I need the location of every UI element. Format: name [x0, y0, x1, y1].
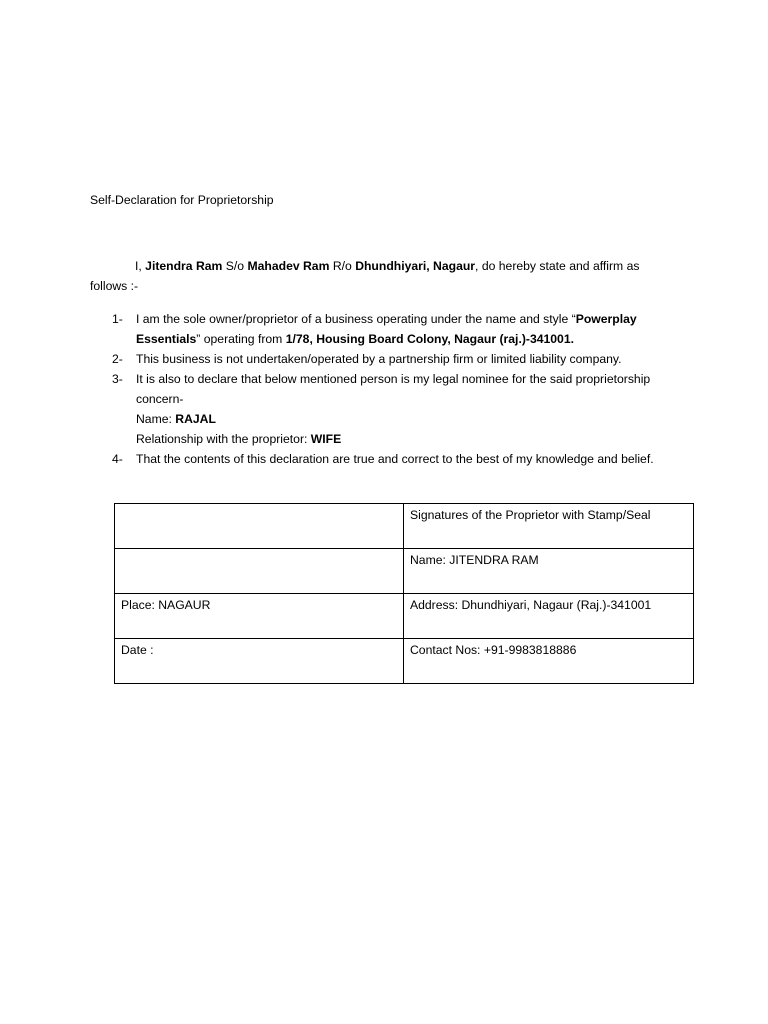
list-number: 2-	[112, 352, 123, 366]
table-cell	[115, 549, 404, 594]
item-1-text-a: I am the sole owner/proprietor of a business operating under the name and style “	[136, 312, 576, 326]
table-row	[115, 549, 694, 594]
relationship-value: WIFE	[310, 432, 342, 446]
intro-paragraph	[90, 256, 690, 296]
business-name: Powerplay Essentials	[136, 312, 637, 346]
father-name: Mahadev Ram	[247, 259, 330, 273]
list-item-1	[112, 309, 692, 349]
intro-text-3: R/o	[329, 259, 356, 273]
item-3-text: It is also to declare that below mentioned person is my legal nominee for the said proprietorship concern-	[136, 372, 651, 406]
place: Place: NAGAUR	[115, 594, 404, 639]
list-text: This business is not undertaken/operated by a partnership firm or limited liability company.	[136, 352, 622, 366]
list-text: That the contents of this declaration are true and correct to the best of my knowledge and belief.	[136, 452, 654, 466]
nominee-name: RAJAL	[175, 412, 216, 426]
intro-line-2: follows :-	[90, 279, 139, 293]
list-item-4	[112, 449, 692, 469]
list-number: 4-	[112, 452, 123, 466]
list-item-2	[112, 349, 692, 369]
declaration-list	[112, 309, 692, 469]
list-text	[136, 309, 692, 349]
intro-line-1	[90, 256, 690, 276]
table-row	[115, 639, 694, 684]
table-row	[115, 594, 694, 639]
contact-numbers: Contact Nos: +91-9983818886	[404, 639, 694, 684]
relationship-label: Relationship with the proprietor:	[136, 432, 311, 446]
business-address: 1/78, Housing Board Colony, Nagaur (raj.)-341001.	[285, 332, 575, 346]
list-number: 1-	[112, 312, 123, 326]
list-number: 3-	[112, 372, 123, 386]
intro-text-4: , do hereby state and affirm as	[475, 259, 640, 273]
declarant-name: Jitendra Ram	[145, 259, 223, 273]
intro-text-1: I,	[135, 259, 146, 273]
residence: Dhundhiyari, Nagaur	[355, 259, 476, 273]
nominee-name-label: Name:	[136, 412, 176, 426]
signature-table	[114, 503, 694, 684]
list-text	[136, 369, 692, 449]
list-item-3	[112, 369, 692, 449]
address: Address: Dhundhiyari, Nagaur (Raj.)-341001	[404, 594, 694, 639]
item-1-text-b: ” operating from	[196, 332, 286, 346]
signature-label: Signatures of the Proprietor with Stamp/Seal	[404, 504, 694, 549]
document-title: Self-Declaration for Proprietorship	[90, 193, 274, 207]
table-row	[115, 504, 694, 549]
proprietor-name: Name: JITENDRA RAM	[404, 549, 694, 594]
intro-text-2: S/o	[222, 259, 248, 273]
table-cell	[115, 504, 404, 549]
date: Date :	[115, 639, 404, 684]
